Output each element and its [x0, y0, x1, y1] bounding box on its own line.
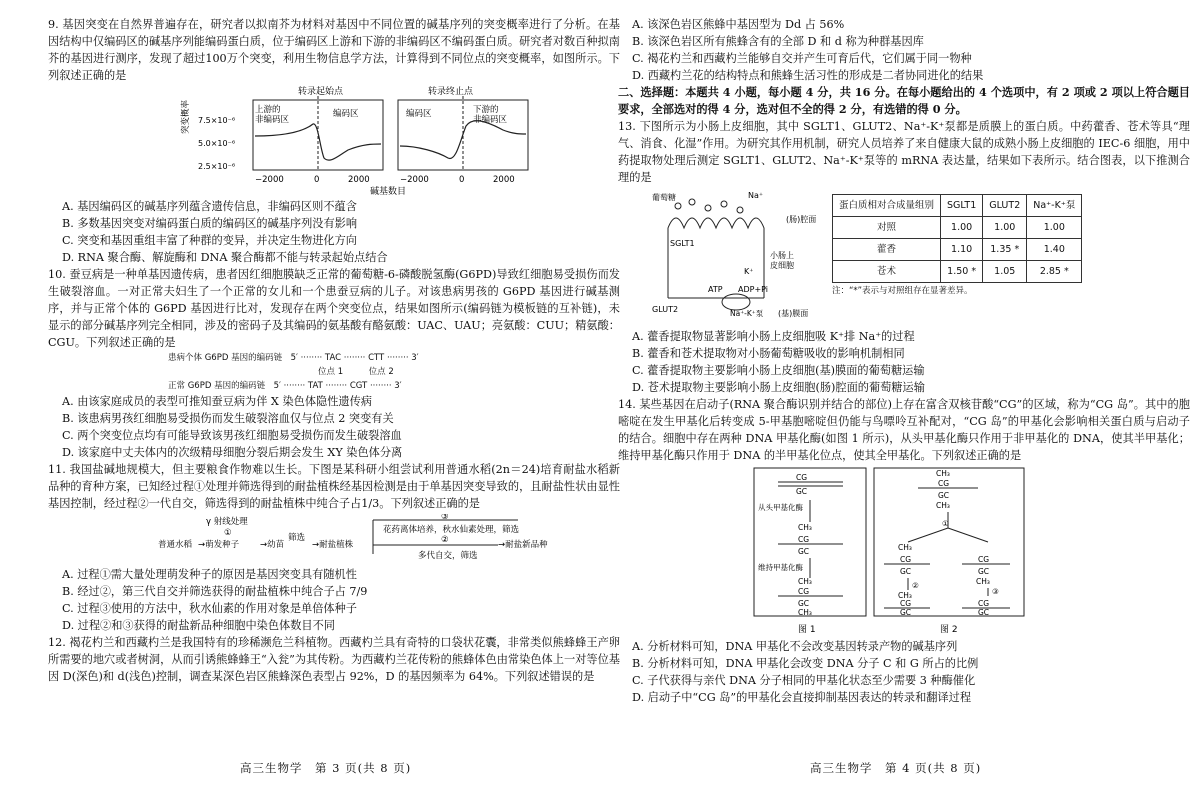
xtick-2c: 2000	[493, 175, 515, 185]
xlabel: 碱基数目	[370, 187, 407, 196]
q11-figure	[48, 514, 620, 564]
region-code: 编码区	[333, 109, 359, 119]
fig1-caption: 图 1	[798, 625, 816, 635]
q13-stem: 13. 下图所示为小肠上皮细胞，其中 SGLT1、GLUT2、Na⁺-K⁺泵都是质膜上的蛋白质。中药藿香、苍术等具“理气、消食、化湿”作用。为研究其作用机制，研究人员培养了来自健康大鼠的成熟小肠上皮细胞的 IEC-6 细胞，用中药提取物处理后测定 SGLT1、GLUT2、Na⁺-K⁺泵等的 mRNA 表达量，结果如下表所示。结合图表，以下推测合理的是	[618, 120, 1190, 184]
fig2-gc-r: GC	[978, 567, 990, 576]
q9-option-c: C. 突变和基因重组丰富了种群的变异，并决定生物进化方向	[62, 234, 357, 247]
region-up: 上游的	[255, 105, 281, 115]
q11-option-d: D. 过程②和③获得的耐盐新品种细胞中染色体数目不同	[62, 619, 335, 632]
q13-option-a: A. 藿香提取物显著影响小肠上皮细胞吸 K⁺排 Na⁺的过程	[632, 330, 915, 343]
cell2-label: 皮细胞	[770, 261, 794, 270]
glut2-label: GLUT2	[652, 305, 679, 314]
fig1-gc-2: GC	[798, 547, 810, 556]
q11-option-c: C. 过程③使用的方法中，秋水仙素的作用对象是单倍体种子	[62, 602, 357, 615]
intestinal-cell-diagram	[648, 188, 848, 326]
cell: 藿香	[833, 239, 941, 261]
mutation-probability-chart	[48, 86, 620, 196]
sglt1-label: SGLT1	[670, 239, 695, 248]
fig2-ch3-l2: CH₃	[898, 591, 912, 600]
q10-option-a: A. 由该家庭成员的表型可推知蚕豆病为伴 X 染色体隐性遗传病	[62, 395, 372, 408]
fig2-ch3-top: CH₃	[936, 469, 950, 478]
fig1-ch3-1: CH₃	[798, 523, 812, 532]
fig2-cg-top: CG	[938, 479, 950, 488]
cell: 1.00	[941, 217, 983, 239]
cell: 1.40	[1027, 239, 1082, 261]
q14-figure	[618, 466, 1190, 636]
cell: 1.00	[1027, 217, 1082, 239]
fig2-step1: ①	[942, 519, 949, 528]
q13-option-c: C. 藿香提取物主要影响小肠上皮细胞(基)膜面的葡萄糖运输	[632, 364, 925, 377]
fig1-box	[754, 468, 866, 616]
xtick-2b: 0	[459, 175, 465, 185]
q12-option-a: A. 该深色岩区熊蜂中基因型为 Dd 占 56%	[632, 18, 845, 31]
region-code2: 编码区	[406, 109, 432, 119]
q9-stem: 9. 基因突变在自然界普遍存在，研究者以拟南芥为材料对基因中不同位置的碱基序列的突变概率进行了分析。在基因结构中仅编码区的碱基序列能编码蛋白质，位于编码区上游和下游的非编码区不编码蛋白质。研究者对数百种拟南芥的基因进行测序，发现了超过100万个突变，利用生物信息学方法，计算得到不同位点的突变概率，如图所示。下列叙述正确的是	[48, 18, 620, 82]
th-group: 蛋白质相对合成量组别	[833, 195, 941, 217]
q13-option-b: B. 藿香和苍术提取物对小肠葡萄糖吸收的影响机制相同	[632, 347, 905, 360]
fig2-cg-l: CG	[900, 555, 912, 564]
xtick-2a: −2000	[400, 175, 429, 185]
table-row	[833, 239, 1082, 261]
left-column	[48, 16, 620, 685]
q13-option-d: D. 苍术提取物主要影响小肠上皮细胞(肠)腔面的葡萄糖运输	[632, 381, 925, 394]
fig2-gc-r2: GC	[978, 608, 990, 617]
methylation-diagram	[618, 466, 1190, 636]
path3-label: 花药离体培养，秋水仙素处理，筛选	[383, 525, 520, 535]
ytick-2: 5.0×10⁻⁶	[198, 139, 236, 148]
q14-stem: 14. 某些基因在启动子(RNA 聚合酶识别并结合的部位)上存在富含双核苷酸“CG”的区域，称为“CG 岛”。其中的胞嘧啶在发生甲基化后转变成 5-甲基胞嘧啶但仍能与鸟嘌呤互补配对，“CG 岛”的甲基化会影响相关蛋白质与启动子的结合。细胞中存在两种 DNA 甲基化酶(如图 1 所示)，从头甲基化酶只作用于非甲基化的 DNA，使其半甲基化；维持甲基化酶只作用于 DNA 的半甲基化位点，使其全甲基化。下列叙述正确的是	[618, 398, 1190, 462]
pump-label: Na⁺-K⁺泵	[730, 309, 764, 318]
lumen-label: (肠)腔面	[786, 215, 817, 224]
cell: 对照	[833, 217, 941, 239]
q12-option-b: B. 该深色岩区所有熊蜂含有的全部 D 和 d 称为种群基因库	[632, 35, 924, 48]
salt-plant-label: →耐盐植株	[312, 540, 354, 550]
q13-table-wrap	[832, 194, 1082, 300]
q12-stem: 12. 褐花杓兰和西藏杓兰是我国特有的珍稀濒危兰科植物。西藏杓兰具有奇特的口袋状花囊，非常类似熊蜂蜂王产卵所需要的地穴或者树洞，从而引诱熊蜂蜂王“入瓮”为其传粉。为西藏杓兰花传粉的熊蜂体色由常染色体上一对等位基因 D(深色)和 d(浅色)控制，调查某深色岩区熊蜂深色表型占 92%，D 的基因频率为 64%。下列叙述错误的是	[48, 636, 620, 683]
q12-option-c: C. 褐花杓兰和西藏杓兰能够自交并产生可育后代，它们属于同一物种	[632, 52, 972, 65]
step1-label: ①	[224, 528, 232, 538]
ytick-3: 2.5×10⁻⁶	[198, 162, 236, 171]
enzyme2-label: 维持甲基化酶	[758, 563, 803, 572]
q14-option-b: B. 分析材料可知，DNA 甲基化会改变 DNA 分子 C 和 G 所占的比例	[632, 657, 979, 670]
cell: 2.85 *	[1027, 261, 1082, 283]
label-end: 转录终止点	[428, 87, 474, 97]
fig1-cg-2: CG	[798, 535, 810, 544]
fig2-gc-l2: GC	[900, 608, 912, 617]
xtick-1b: 0	[314, 175, 320, 185]
step2-label: ②	[441, 535, 449, 545]
q14-option-d: D. 启动子中“CG 岛”的甲基化会直接抑制基因表达的转录和翻译过程	[632, 691, 972, 704]
table-row	[833, 261, 1082, 283]
fig2-ch3-r1: CH₃	[976, 577, 990, 586]
q10-stem: 10. 蚕豆病是一种单基因遗传病，患者因红细胞膜缺乏正常的葡萄糖-6-磷酸脱氢酶(G6PD)导致红细胞易受损伤而发生破裂溶血。一对正常夫妇生了一个正常的女儿和一个患蚕豆病的儿子。对该患病男孩的 G6PD 基因进行碱基测序，并与正常个体的 G6PD 基因进行比对，发现存在两个突变位点，结果如图所示(编码链为模板链的互补链)，未显示的部分碱基序列完全相同，涉及的密码子及其编码的氨基酸有酪氨酸：UAC、UAU；亮氨酸：CUU；精氨酸：CGU。下列叙述正确的是	[48, 268, 620, 349]
footer-right: 高三生物学 第 4 页(共 8 页)	[810, 761, 982, 775]
fig2-cg-r2: CG	[978, 599, 990, 608]
cell: 1.00	[983, 217, 1027, 239]
screen-label: 筛选	[288, 533, 306, 543]
fig2-cg-l2: CG	[900, 599, 912, 608]
atp-label: ATP	[708, 285, 723, 294]
th-pump: Na⁺-K⁺泵	[1027, 195, 1082, 217]
q9-option-a: A. 基因编码区的碱基序列蕴含遗传信息，非编码区则不蕴含	[62, 200, 357, 213]
ylabel: 突变概率	[181, 99, 191, 134]
table-row	[833, 217, 1082, 239]
seq-patient: 患病个体 G6PD 基因的编码链 5′ ········ TAC ········ CTT ········ 3′	[168, 353, 419, 363]
xtick-1a: −2000	[255, 175, 284, 185]
fig2-caption: 图 2	[940, 625, 958, 635]
q10-option-c: C. 两个突变位点均有可能导致该男孩红细胞易受损伤而发生破裂溶血	[62, 429, 402, 442]
seedling-label: →幼苗	[260, 540, 285, 550]
adp-label: ADP+Pi	[738, 285, 769, 294]
q10-sequence-figure	[48, 351, 620, 393]
footer-left: 高三生物学 第 3 页(共 8 页)	[240, 761, 412, 775]
table-note: 注：“*”表示与对照组存在显著差异。	[832, 286, 973, 296]
glucose-label: 葡萄糖	[652, 193, 676, 202]
q13-figure	[618, 188, 1190, 326]
k-label: K⁺	[744, 267, 754, 276]
q12-option-d: D. 西藏杓兰花的结构特点和熊蜂生活习性的形成是二者协同进化的结果	[632, 69, 984, 82]
fig1-ch3-2: CH₃	[798, 577, 812, 586]
fig2-step2: ②	[912, 581, 919, 590]
xtick-1c: 2000	[348, 175, 370, 185]
q11-stem: 11. 我国盐碱地规模大，但主要粮食作物难以生长。下图是某科研小组尝试利用普通水稻(2n＝24)培育耐盐水稻新品种的育种方案，已知经过程①处理并筛选得到的耐盐植株经基因检测是由于单基因突变导致的，且耐盐性状由显性基因控制，经过程②一代自交，筛选得到的耐盐植株中纯合子占1/3。下列叙述正确的是	[48, 463, 620, 510]
cell: 1.50 *	[941, 261, 983, 283]
ytick-1: 7.5×10⁻⁶	[198, 116, 236, 125]
basal-label: (基)膜面	[778, 309, 809, 318]
fig1-gc-1: GC	[796, 487, 808, 496]
q14-option-a: A. 分析材料可知，DNA 甲基化不会改变基因转录产物的碱基序列	[632, 640, 958, 653]
q9-option-b: B. 多数基因突变对编码蛋白质的编码区的碱基序列没有影响	[62, 217, 358, 230]
fig2-step3: ③	[992, 587, 999, 596]
q10-option-d: D. 该家庭中丈夫体内的次级精母细胞分裂后期会发生 XY 染色体分离	[62, 446, 403, 459]
fig1-gc-3: GC	[798, 599, 810, 608]
seed-label: →萌发种子	[198, 540, 240, 550]
fig1-cg-3: CG	[798, 587, 810, 596]
path2-label: 多代自交，筛选	[418, 551, 478, 561]
cell: 苍术	[833, 261, 941, 283]
cell: 1.10	[941, 239, 983, 261]
rice-label: 普通水稻	[158, 540, 193, 550]
q11-option-b: B. 经过②，第三代自交并筛选获得的耐盐植株中纯合子占 7/9	[62, 585, 368, 598]
region-up2: 非编码区	[255, 115, 290, 125]
cell-label: 小肠上	[770, 251, 794, 260]
na-label: Na⁺	[748, 191, 764, 200]
right-column	[618, 16, 1190, 706]
q13-table	[832, 194, 1082, 283]
label-start: 转录起始点	[298, 87, 344, 97]
th-sglt1: SGLT1	[941, 195, 983, 217]
fig1-ch3-3: CH₃	[798, 608, 812, 617]
q9-option-d: D. RNA 聚合酶、解旋酶和 DNA 聚合酶都不能与转录起始点结合	[62, 251, 388, 264]
fig2-ch3-top2: CH₃	[936, 501, 950, 510]
fig2-cg-r: CG	[978, 555, 990, 564]
cell: 1.05	[983, 261, 1027, 283]
q14-option-c: C. 子代获得与亲代 DNA 分子相同的甲基化状态至少需要 3 种酶催化	[632, 674, 976, 687]
gamma-label: γ 射线处理	[206, 517, 248, 527]
seq-normal: 正常 G6PD 基因的编码链 5′ ········ TAT ········ CGT ········ 3′	[168, 381, 402, 391]
seq-sites: 位点 1 位点 2	[318, 367, 394, 377]
region-down2: 非编码区	[473, 115, 508, 125]
q11-option-a: A. 过程①需大量处理萌发种子的原因是基因突变具有随机性	[62, 568, 357, 581]
region-down: 下游的	[473, 105, 499, 115]
fig1-cg-1: CG	[796, 473, 808, 482]
fig2-ch3-l1: CH₃	[898, 543, 912, 552]
fig2-gc-top: GC	[938, 491, 950, 500]
step3-label: ③	[441, 514, 449, 522]
new-variety-label: →耐盐新品种	[498, 540, 548, 550]
breeding-scheme	[48, 514, 620, 564]
q9-figure	[48, 86, 620, 196]
section-2-heading: 二、选择题：本题共 4 小题，每小题 4 分，共 16 分。在每小题给出的 4 个选项中，有 2 项或 2 项以上符合题目要求，全部选对的得 4 分，选对但不全的得 2 分，有选错的得 0 分。	[618, 85, 1190, 116]
fig2-gc-l: GC	[900, 567, 912, 576]
q10-option-b: B. 该患病男孩红细胞易受损伤而发生破裂溶血仅与位点 2 突变有关	[62, 412, 394, 425]
cell: 1.35 *	[983, 239, 1027, 261]
enzyme1-label: 从头甲基化酶	[758, 503, 803, 512]
th-glut2: GLUT2	[983, 195, 1027, 217]
